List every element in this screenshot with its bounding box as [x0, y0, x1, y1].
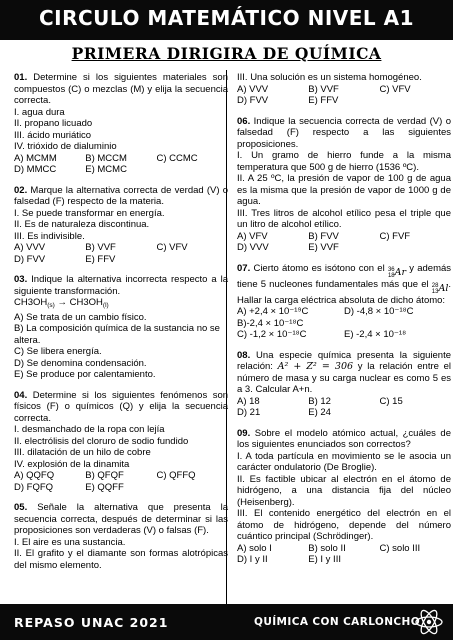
question-06	[237, 116, 451, 254]
question-text: 04. Determine si los siguientes fenómenos son físicos (F) o químicos (Q) y elija la secuencia correcta.	[14, 389, 229, 424]
item: II. propano licuado	[14, 118, 93, 129]
question-07	[237, 263, 451, 341]
option-a: A) 18	[237, 395, 260, 407]
answer-options	[237, 306, 451, 341]
option-c: C) QFFQ	[156, 470, 196, 481]
item: I. A toda partícula en movimiento se le asocia un carácter ondulatorio (De Broglie).	[237, 450, 451, 473]
option-b: B) QFQF	[85, 470, 124, 481]
option-d: D) MMCC	[14, 164, 57, 175]
item: II. electrólisis del cloruro de sodio fundido	[14, 435, 189, 447]
option-e: E) Se produce por calentamiento.	[14, 369, 156, 380]
item: III. dilatación de un hilo de cobre	[14, 447, 151, 458]
item: III. El contenido energético del electrón en el átomo de hidrógeno, depende del número cuántico principal (Schrödinger).	[237, 508, 451, 542]
answer-options	[237, 543, 451, 566]
question-03	[14, 274, 228, 381]
option-a: A) solo I	[237, 542, 272, 554]
option-a: A) VFV	[237, 230, 268, 242]
item: III. Es indivisible.	[14, 230, 85, 242]
left-column	[14, 72, 228, 580]
option-a: A) MCMM	[14, 152, 57, 164]
page-title: CIRCULO MATEMÁTICO NIVEL A1	[38, 6, 415, 30]
question-text: 08. Una especie química presenta la siguiente relación: A² + Z² = 306 y la relación entre el número de masa y su carga nuclear es como 5 es a 3. Calcular A+n.	[237, 349, 452, 395]
option-a: A) VVV	[237, 83, 269, 95]
option-a: A) QQFQ	[14, 470, 55, 481]
option-d: D) 21	[237, 407, 261, 418]
reaction: $CH3OH_{(s)} \to CH3OH_{(l)}$	[14, 297, 109, 309]
option-d: D) Se denomina condensación.	[14, 357, 147, 369]
question-text: 05. Señale la alternativa que presenta la secuencia correcta, después de determinar si las proposiciones son verdaderas (V) o falsas (F).	[14, 502, 229, 536]
question-text: 01. Determine si los siguientes materiales son compuestos (C) o mezclas (M) y elija la secuencia correcta.	[14, 72, 228, 106]
item: I. Se puede transformar en energía.	[14, 207, 165, 219]
item: III. ácido muriático	[14, 129, 92, 141]
option-b: B) solo II	[308, 542, 346, 554]
item: II. Es factible ubicar al electrón en el átomo de hidrógeno, a una distancia fija del núcleo (Heisenberg).	[237, 473, 451, 508]
question-05-continued	[237, 72, 451, 107]
option-d: D) FQFQ	[14, 481, 54, 493]
item: I. desmanchado de la ropa con lejía	[14, 424, 165, 435]
nuclide-argon: 36 18 Ar	[387, 266, 407, 279]
question-text: 09. Sobre el modelo atómico actual, ¿cuáles de los siguientes enunciados son correctos?	[237, 427, 451, 450]
option-e: E) -2,4 × 10⁻¹⁸	[344, 329, 407, 340]
option-d: D) FVV	[237, 95, 269, 106]
option-d: D) FVV	[14, 253, 46, 265]
option-e: E) QQFF	[85, 481, 124, 493]
option-e: E) 24	[308, 407, 331, 418]
atom-icon	[414, 608, 444, 636]
item: II. A 25 ºC, la presión de vapor de 100 g de agua es la misma que la presión de vapor de 1000 g de agua.	[237, 173, 451, 207]
item: III. Una solución es un sistema homogéneo.	[237, 72, 422, 83]
answer-options	[14, 470, 228, 493]
option-a: A) VVV	[14, 242, 46, 253]
option-b: B) MCCM	[85, 152, 127, 164]
answer-options	[14, 242, 228, 265]
question-05	[14, 502, 228, 571]
option-e: E) FFV	[85, 253, 116, 265]
option-a: A) +2,4 × 10⁻¹⁹C	[237, 306, 309, 317]
question-text: 02. Marque la alternativa correcta de verdad (V) o falsedad (F) respecto de la materia.	[14, 184, 228, 207]
item: I. Un gramo de hierro funde a la misma temperatura que 500 g de hierro (1536 ºC).	[237, 150, 451, 173]
nuclide-aluminium: 28 13 Al	[431, 282, 449, 295]
option-c: C) -1,2 × 10⁻¹⁸C	[237, 329, 307, 340]
page-subtitle: PRIMERA DIRIGIRA DE QUÍMICA	[71, 44, 382, 63]
option-a: A) Se trata de un cambio físico.	[14, 311, 147, 323]
item: III. Tres litros de alcohol etílico pesa el triple que un litro de alcohol etílico.	[237, 207, 451, 230]
option-b: B)-2,4 × 10⁻¹⁸C	[237, 317, 304, 329]
option-b: B) 12	[308, 395, 331, 407]
option-b: B) FVV	[308, 230, 339, 242]
option-e: E) I y III	[308, 554, 341, 565]
right-column	[237, 72, 451, 575]
question-text: 07. Cierto átomo es isótono con el 36 18 Ar y además tiene 5 nucleones fundamentales más que el 28 13 Al . Hallar la carga eléctrica absoluta de dicho átomo:	[237, 262, 452, 306]
question-04	[14, 390, 228, 494]
footer-right-label: QUÍMICA CON CARLONCHO	[254, 616, 421, 628]
answer-options	[14, 153, 228, 176]
option-c: C) solo III	[379, 542, 421, 554]
item: IV. trióxido de dialuminio	[14, 141, 117, 152]
item: I. agua dura	[14, 106, 65, 118]
answer-options	[237, 231, 451, 254]
item: IV. explosión de la dinamita	[14, 458, 130, 470]
question-08	[237, 350, 451, 419]
option-d: D) -4,8 × 10⁻¹⁸C	[344, 306, 414, 317]
option-c: C) CCMC	[156, 152, 198, 164]
question-02	[14, 185, 228, 266]
answer-options	[237, 84, 451, 107]
footer-left-label: REPASO UNAC 2021	[14, 615, 169, 630]
answer-options	[237, 396, 451, 419]
question-text: 06. Indique la secuencia correcta de verdad (V) o falsedad (F) respecto a las siguientes proposiciones.	[237, 115, 451, 150]
question-09	[237, 428, 451, 566]
option-e: E) VVF	[308, 242, 339, 253]
question-text: 03. Indique la alternativa incorrecta respecto a la siguiente transformación.	[14, 274, 228, 297]
option-c: C) FVF	[379, 230, 411, 242]
item: II. El grafito y el diamante son formas alotrópicas del mismo elemento.	[14, 548, 228, 571]
option-b: B) La composición química de la sustancia no se altera.	[14, 323, 220, 346]
option-c: C) VFV	[379, 83, 411, 95]
option-d: D) I y II	[237, 554, 268, 565]
option-b: B) VVF	[308, 83, 339, 95]
question-01	[14, 72, 228, 176]
option-b: B) VVF	[85, 242, 116, 253]
option-c: C) 15	[379, 395, 403, 407]
item: I. El aire es una sustancia.	[14, 536, 126, 548]
option-e: E) FFV	[308, 95, 339, 106]
option-d: D) VVV	[237, 242, 269, 253]
option-e: E) MCMC	[85, 164, 127, 175]
equation: A² + Z² = 306	[277, 361, 354, 372]
option-c: C) Se libera energía.	[14, 346, 102, 357]
item: II. Es de naturaleza discontinua.	[14, 219, 150, 230]
option-c: C) VFV	[156, 242, 188, 253]
